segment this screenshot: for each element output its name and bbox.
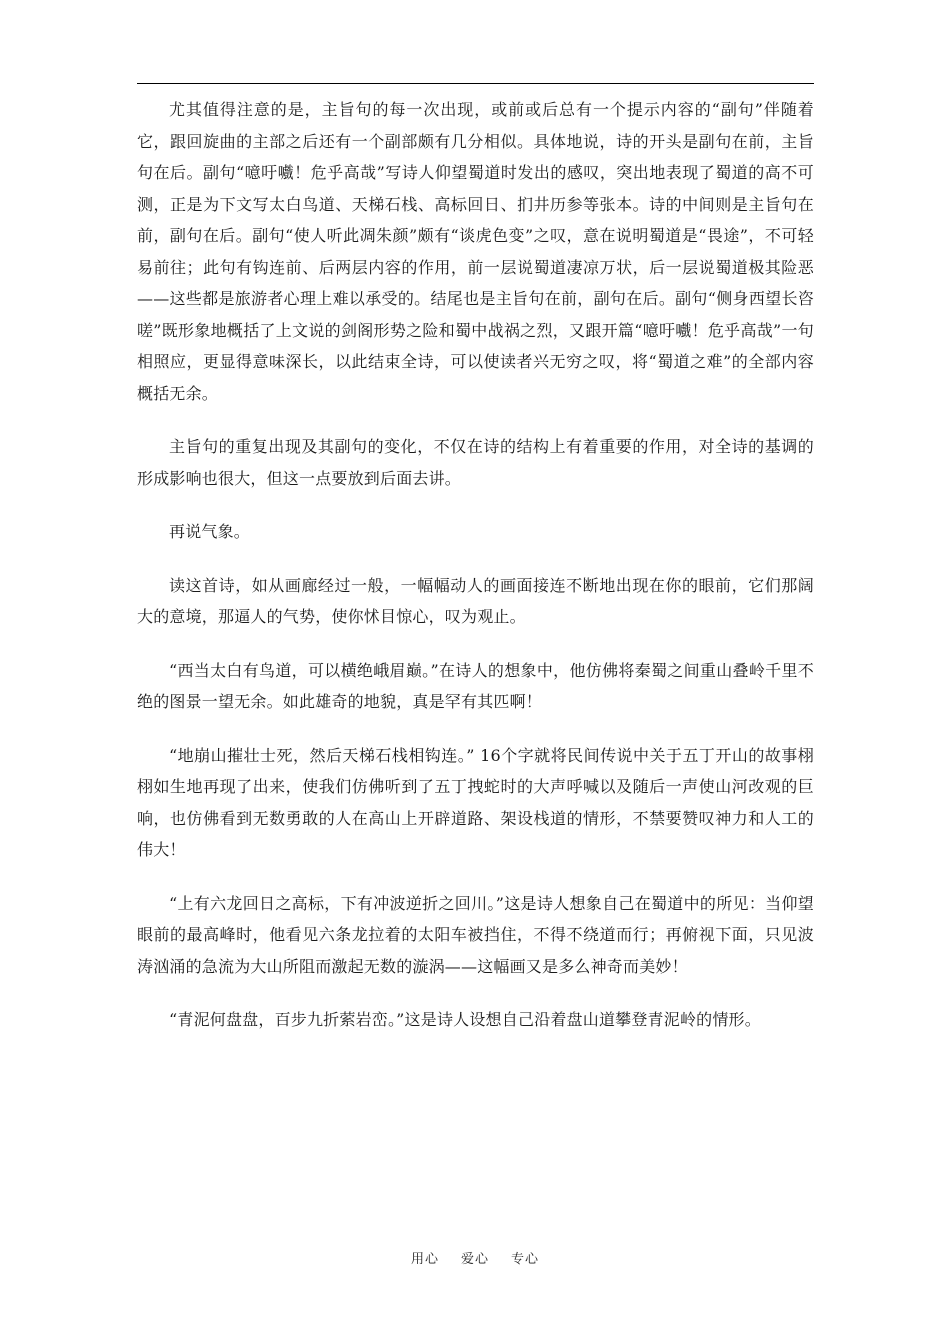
- paragraph: 再说气象。: [169, 522, 251, 541]
- paragraph: “西当太白有鸟道，可以横绝峨眉巅。”在诗人的想象中，他仿佛将秦蜀之间重山叠岭千里不绝的图景一望无余。如此雄奇的地貌，真是罕有其匹啊！: [137, 660, 814, 711]
- paragraph: 尤其值得注意的是，主旨句的每一次出现，或前或后总有一个提示内容的“副句”伴随着它，跟回旋曲的主部之后还有一个副部颇有几分相似。具体地说，诗的开头是副句在前，主旨句在后。副句“噫吁嚱！危乎高哉”写诗人仰望蜀道时发出的感叹，突出地表现了蜀道的高不可测，正是为下文写太白鸟道、天梯石栈、高标回日、扪井历参等张本。诗的中间则是主旨句在前，副句在后。副句“使人听此凋朱颜”颇有“谈虎色变”之叹，意在说明蜀道是“畏途”，不可轻易前往；此句有钩连前、后两层内容的作用，前一层说蜀道凄凉万状，后一层说蜀道极其险恶——这些都是旅游者心理上难以承受的。结尾也是主旨句在前，副句在后。副句“侧身西望长咨嗟”既形象地概括了上文说的剑阁形势之险和蜀中战祸之烈，又跟开篇“噫吁嚱！危乎高哉”一句相照应，更显得意味深长，以此结束全诗，可以使读者兴无穷之叹，将“蜀道之难”的全部内容概括无余。: [137, 100, 814, 403]
- paragraph: “青泥何盘盘，百步九折萦岩峦。”这是诗人设想自己沿着盘山道攀登青泥岭的情形。: [169, 1010, 761, 1029]
- paragraph: “上有六龙回日之高标，下有冲波逆折之回川。”这是诗人想象自己在蜀道中的所见：当仰望眼前的最高峰时，他看见六条龙拉着的太阳车被挡住，不得不绕道而行；再俯视下面，只见波涛汹涌的急流为大山所阻而激起无数的漩涡——这幅画又是多么神奇而美妙！: [137, 893, 814, 976]
- footer-word: 用心: [410, 1252, 439, 1267]
- header-rule: [137, 83, 814, 84]
- page-footer: [0, 1248, 950, 1267]
- footer-word: 爱心: [460, 1252, 489, 1267]
- paragraph: 读这首诗，如从画廊经过一般，一幅幅动人的画面接连不断地出现在你的眼前，它们那阔大的意境，那逼人的气势，使你怵目惊心，叹为观止。: [137, 575, 814, 626]
- document-body: [137, 94, 814, 1036]
- paragraph: 主旨句的重复出现及其副句的变化，不仅在诗的结构上有着重要的作用，对全诗的基调的形成影响也很大，但这一点要放到后面去讲。: [137, 437, 814, 488]
- footer-word: 专心: [511, 1252, 540, 1267]
- paragraph: “地崩山摧壮士死，然后天梯石栈相钩连。” 16个字就将民间传说中关于五丁开山的故事栩栩如生地再现了出来，使我们仿佛听到了五丁拽蛇时的大声呼喊以及随后一声使山河改观的巨响，也仿佛看到无数勇敢的人在高山上开辟道路、架设栈道的情形，不禁要赞叹神力和人工的伟大！: [137, 745, 814, 859]
